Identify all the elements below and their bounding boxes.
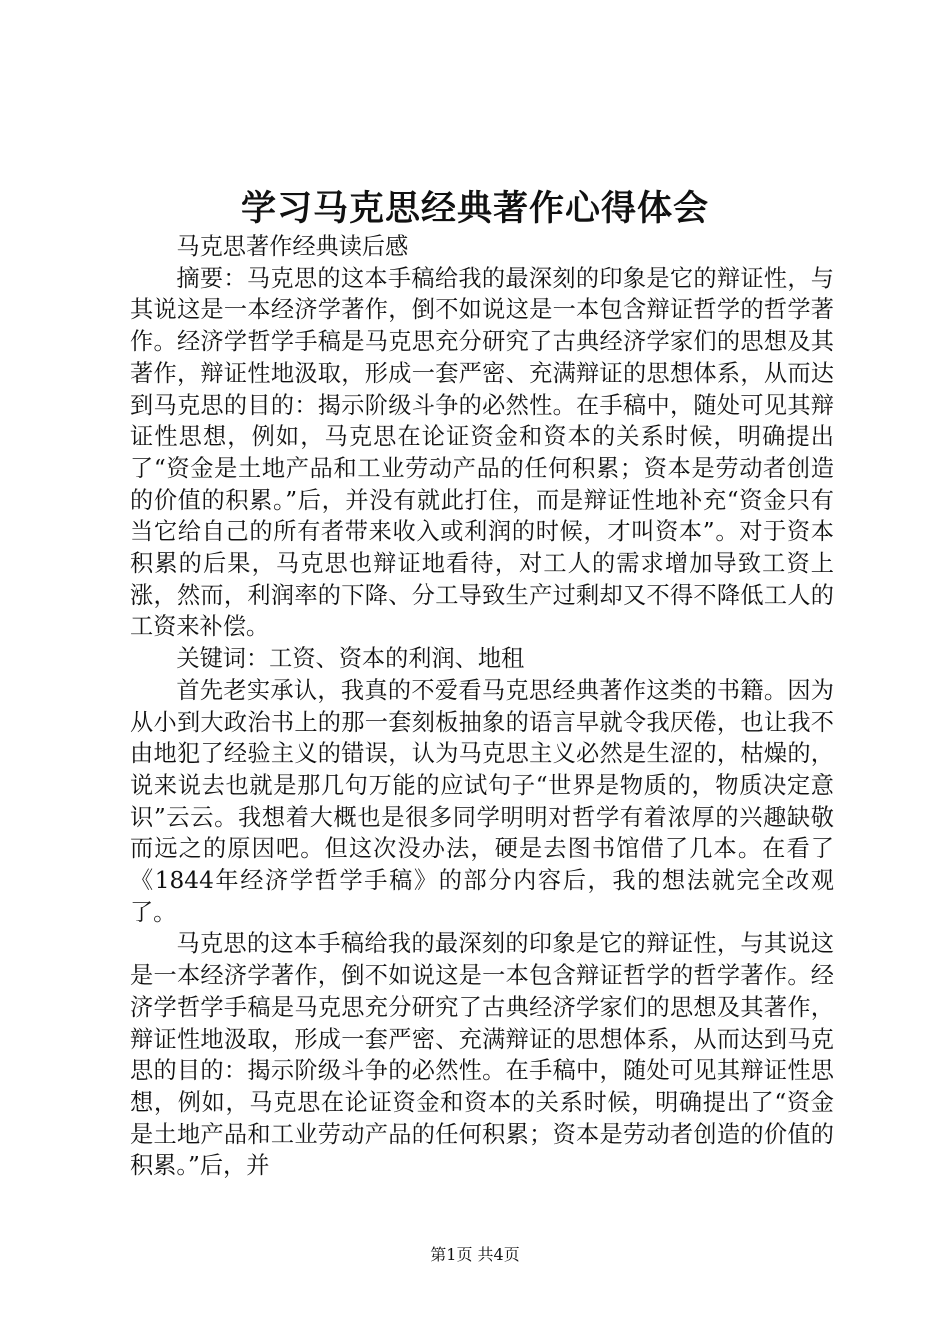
body-paragraph: 马克思的这本手稿给我的最深刻的印象是它的辩证性，与其说这是一本经济学著作，倒不如说这是一本包含辩证哲学的哲学著作。经济学哲学手稿是马克思充分研究了古典经济学家们的思想及其著作，辩证性地汲取，形成一套严密、充满辩证的思想体系，从而达到马克思的目的：揭示阶级斗争的必然性。在手稿中，随处可见其辩证性思想，例如，马克思在论证资金和资本的关系时候，明确提出了“资金是土地产品和工业劳动产品的任何积累；资本是劳动者创造的价值的积累。”后，并: [130, 930, 834, 1180]
body-paragraph: 首先老实承认，我真的不爱看马克思经典著作这类的书籍。因为从小到大政治书上的那一套刻板抽象的语言早就令我厌倦，也让我不由地犯了经验主义的错误，认为马克思主义必然是生涩的，枯燥的，说来说去也就是那几句万能的应试句子“世界是物质的，物质决定意识”云云。我想着大概也是很多同学明明对哲学有着浓厚的兴趣缺敬而远之的原因吧。但这次没办法，硬是去图书馆借了几本。在看了《1844年经济学哲学手稿》的部分内容后，我的想法就完全改观了。: [130, 676, 834, 926]
subtitle-paragraph: 马克思著作经典读后感: [176, 233, 409, 260]
keywords-paragraph: 关键词：工资、资本的利润、地租: [176, 645, 525, 673]
document-body: [130, 231, 834, 1182]
page-footer: 第1页 共4页: [430, 1245, 520, 1264]
abstract-paragraph: 摘要：马克思的这本手稿给我的最深刻的印象是它的辩证性，与其说这是一本经济学著作，倒不如说这是一本包含辩证哲学的哲学著作。经济学哲学手稿是马克思充分研究了古典经济学家们的思想及其著作，辩证性地汲取，形成一套严密、充满辩证的思想体系，从而达到马克思的目的：揭示阶级斗争的必然性。在手稿中，随处可见其辩证性思想，例如，马克思在论证资金和资本的关系时候，明确提出了“资金是土地产品和工业劳动产品的任何积累；资本是劳动者创造的价值的积累。”后，并没有就此打住，而是辩证性地补充“资金只有当它给自己的所有者带来收入或利润的时候，才叫资本”。对于资本积累的后果，马克思也辩证地看待，对工人的需求增加导致工资上涨，然而，利润率的下降、分工导致生产过剩却又不得不降低工人的工资来补偿。: [130, 264, 834, 641]
document-title: 学习马克思经典著作心得体会: [240, 188, 709, 229]
